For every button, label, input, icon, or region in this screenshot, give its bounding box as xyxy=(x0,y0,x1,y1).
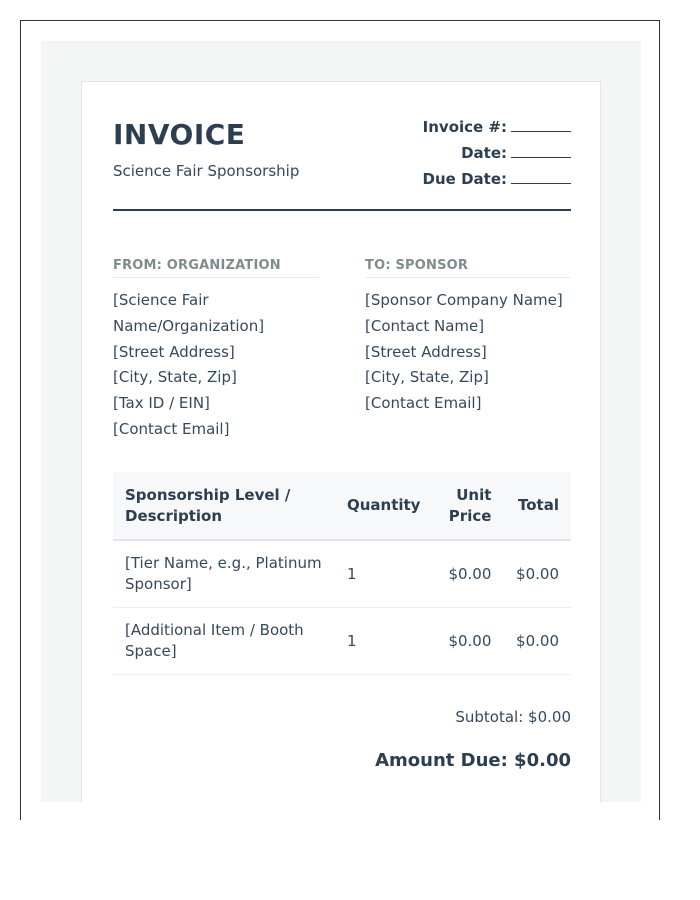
to-line: [Contact Name] xyxy=(365,316,485,335)
to-sponsor-block xyxy=(365,258,571,417)
invoice-title: INVOICE xyxy=(113,118,246,151)
column-header-unit-price: Unit Price xyxy=(436,472,504,540)
invoice-number-blank xyxy=(511,117,571,132)
subtotal: Subtotal: $0.00 xyxy=(455,708,571,726)
line-items-table xyxy=(113,472,571,675)
from-heading: FROM: ORGANIZATION xyxy=(113,258,319,278)
column-header-total: Total xyxy=(503,472,571,540)
from-organization-block xyxy=(113,258,319,443)
to-heading: TO: SPONSOR xyxy=(365,258,571,278)
row-total: $0.00 xyxy=(503,540,571,608)
from-line: [Tax ID / EIN] xyxy=(113,394,210,413)
due-date-row xyxy=(423,168,571,194)
column-header-description: Sponsorship Level / Description xyxy=(113,472,335,540)
row-unit-price: $0.00 xyxy=(436,540,504,608)
row-unit-price: $0.00 xyxy=(436,608,504,675)
column-header-quantity: Quantity xyxy=(335,472,436,540)
table-row xyxy=(113,608,571,675)
date-row xyxy=(423,142,571,168)
row-quantity: 1 xyxy=(335,608,436,675)
table-header-row xyxy=(113,472,571,540)
from-line: [City, State, Zip] xyxy=(113,368,237,387)
header-divider xyxy=(113,209,571,211)
invoice-number-label: Invoice #: xyxy=(422,118,507,136)
from-line: [Science Fair Name/Organization] xyxy=(113,291,265,335)
row-description: [Tier Name, e.g., Platinum Sponsor] xyxy=(113,540,335,608)
row-description: [Additional Item / Booth Space] xyxy=(113,608,335,675)
amount-due: Amount Due: $0.00 xyxy=(375,750,571,771)
date-label: Date: xyxy=(461,144,507,162)
due-date-label: Due Date: xyxy=(422,170,507,188)
row-total: $0.00 xyxy=(503,608,571,675)
from-line: [Street Address] xyxy=(113,342,235,361)
to-line: [City, State, Zip] xyxy=(365,368,489,387)
row-quantity: 1 xyxy=(335,540,436,608)
to-line: [Contact Email] xyxy=(365,394,482,413)
invoice-number-row xyxy=(423,116,571,142)
date-blank xyxy=(511,143,571,158)
to-line: [Sponsor Company Name] xyxy=(365,291,563,309)
to-line: [Street Address] xyxy=(365,342,487,361)
table-row xyxy=(113,540,571,608)
due-date-blank xyxy=(511,169,571,184)
invoice-subtitle: Science Fair Sponsorship xyxy=(113,162,300,180)
invoice-meta xyxy=(423,116,571,194)
invoice-card xyxy=(81,81,601,802)
from-line: [Contact Email] xyxy=(113,419,230,438)
